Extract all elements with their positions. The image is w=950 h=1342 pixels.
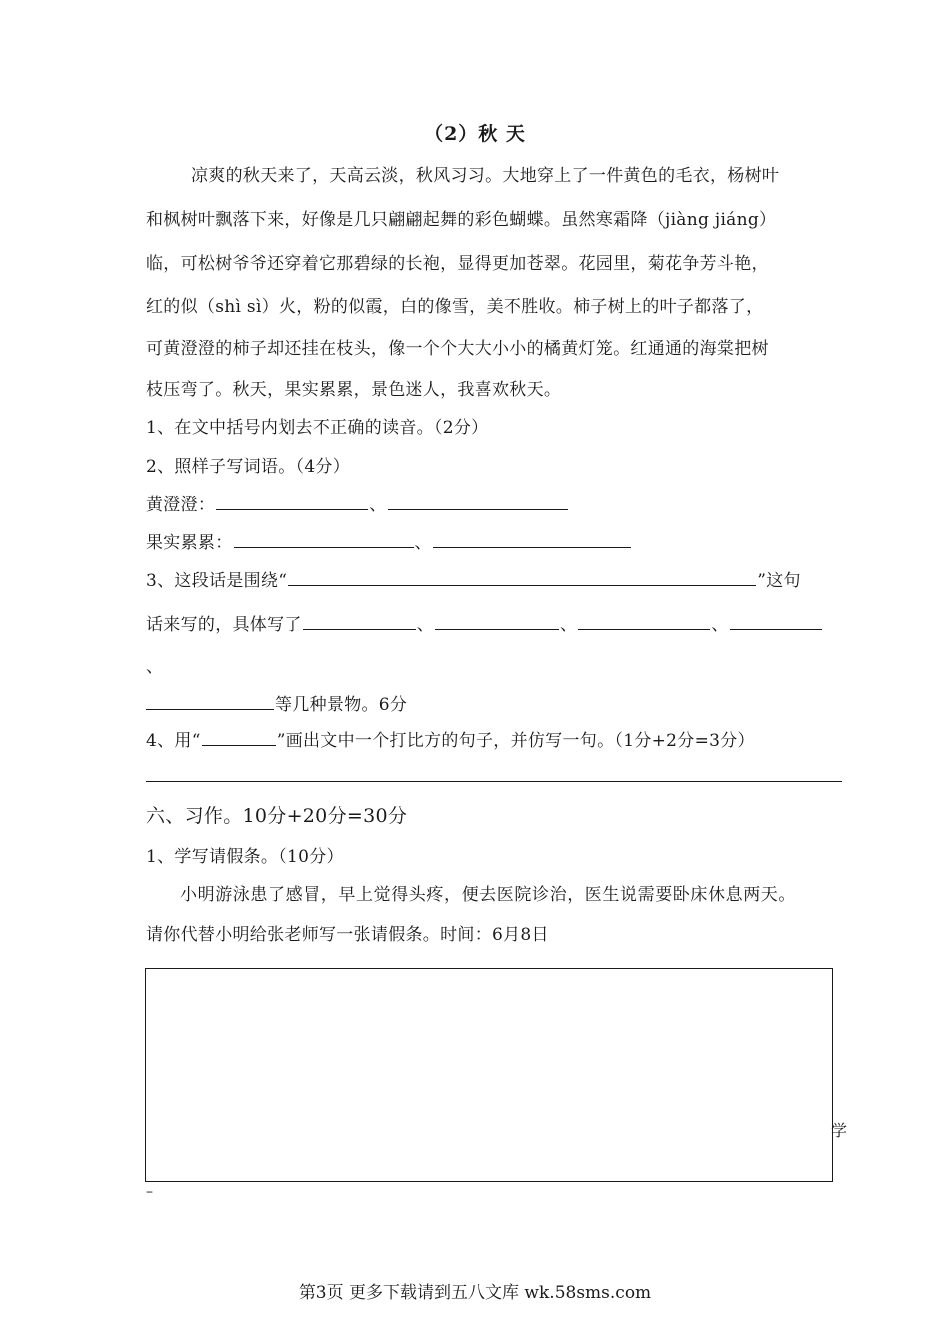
separator: 、	[560, 615, 578, 635]
passage-line: 枝压弯了。秋天，果实累累，景色迷人，我喜欢秋天。	[146, 380, 562, 400]
question-2: 2、照样子写词语。（4分）	[146, 457, 351, 477]
answer-blank[interactable]	[388, 495, 568, 510]
margin-dash: –	[146, 1184, 153, 1200]
q2-row-2	[146, 528, 632, 553]
answer-blank[interactable]	[303, 615, 416, 630]
q3-prefix: 3、这段话是围绕“	[146, 571, 288, 591]
answer-blank[interactable]	[435, 615, 559, 630]
separator: 、	[369, 495, 387, 515]
section-6-heading: 六、习作。10分+20分=30分	[146, 805, 408, 827]
answer-blank[interactable]	[578, 615, 710, 630]
answer-blank[interactable]	[216, 495, 368, 510]
section-6-prompt-line: 请你代替小明给张老师写一张请假条。时间：6月8日	[146, 925, 549, 945]
q3-suffix: ”这句	[757, 571, 801, 591]
question-1: 1、在文中括号内划去不正确的读音。（2分）	[146, 418, 489, 438]
answer-blank[interactable]	[146, 695, 274, 710]
question-3-line-2	[146, 610, 823, 635]
answer-blank[interactable]	[288, 571, 756, 586]
margin-char: 学	[831, 1121, 848, 1140]
page-title: （2）秋 天	[424, 123, 526, 145]
section-6-question-1: 1、学写请假条。（10分）	[146, 847, 344, 867]
writing-box[interactable]	[145, 968, 833, 1182]
q2-row-1	[146, 490, 569, 515]
section-6-prompt-line: 小明游泳患了感冒，早上觉得头疼，便去医院诊治，医生说需要卧床休息两天。	[180, 885, 796, 905]
answer-blank[interactable]	[730, 615, 822, 630]
q4-suffix: ”画出文中一个打比方的句子，并仿写一句。（1分+2分=3分）	[276, 731, 755, 751]
question-3-line-4	[146, 690, 407, 715]
q2-word-label: 果实累累：	[146, 533, 233, 553]
separator: 、	[146, 657, 164, 677]
passage-line: 红的似（shì sì）火，粉的似霞，白的像雪，美不胜收。柿子树上的叶子都落了，	[146, 297, 764, 317]
separator: 、	[414, 533, 432, 553]
separator: 、	[416, 615, 435, 635]
q2-word-label: 黄澄澄：	[146, 495, 216, 515]
passage-line: 凉爽的秋天来了，天高云淡，秋风习习。大地穿上了一件黄色的毛衣，杨树叶	[191, 166, 780, 186]
separator: 、	[711, 615, 729, 635]
answer-blank[interactable]	[433, 533, 631, 548]
answer-blank[interactable]	[234, 533, 414, 548]
passage-line: 可黄澄澄的柿子却还挂在枝头，像一个个大大小小的橘黄灯笼。红通通的海棠把树	[146, 339, 769, 359]
answer-line[interactable]	[146, 781, 842, 782]
page-footer: 第3页 更多下载请到五八文库 wk.58sms.com	[298, 1283, 652, 1303]
question-3	[146, 566, 801, 591]
question-4	[146, 726, 755, 751]
q4-prefix: 4、用“	[146, 731, 201, 751]
passage-line: 临，可松树爷爷还穿着它那碧绿的长袍，显得更加苍翠。花园里，菊花争芳斗艳，	[146, 254, 769, 274]
q3-line2-text: 话来写的，具体写了	[146, 615, 302, 635]
q3-line4-suffix: 等几种景物。6分	[275, 695, 408, 715]
passage-line: 和枫树叶飘落下来，好像是几只翩翩起舞的彩色蝴蝶。虽然寒霜降（jiàng jiáng）	[146, 210, 777, 230]
answer-blank[interactable]	[202, 731, 276, 746]
